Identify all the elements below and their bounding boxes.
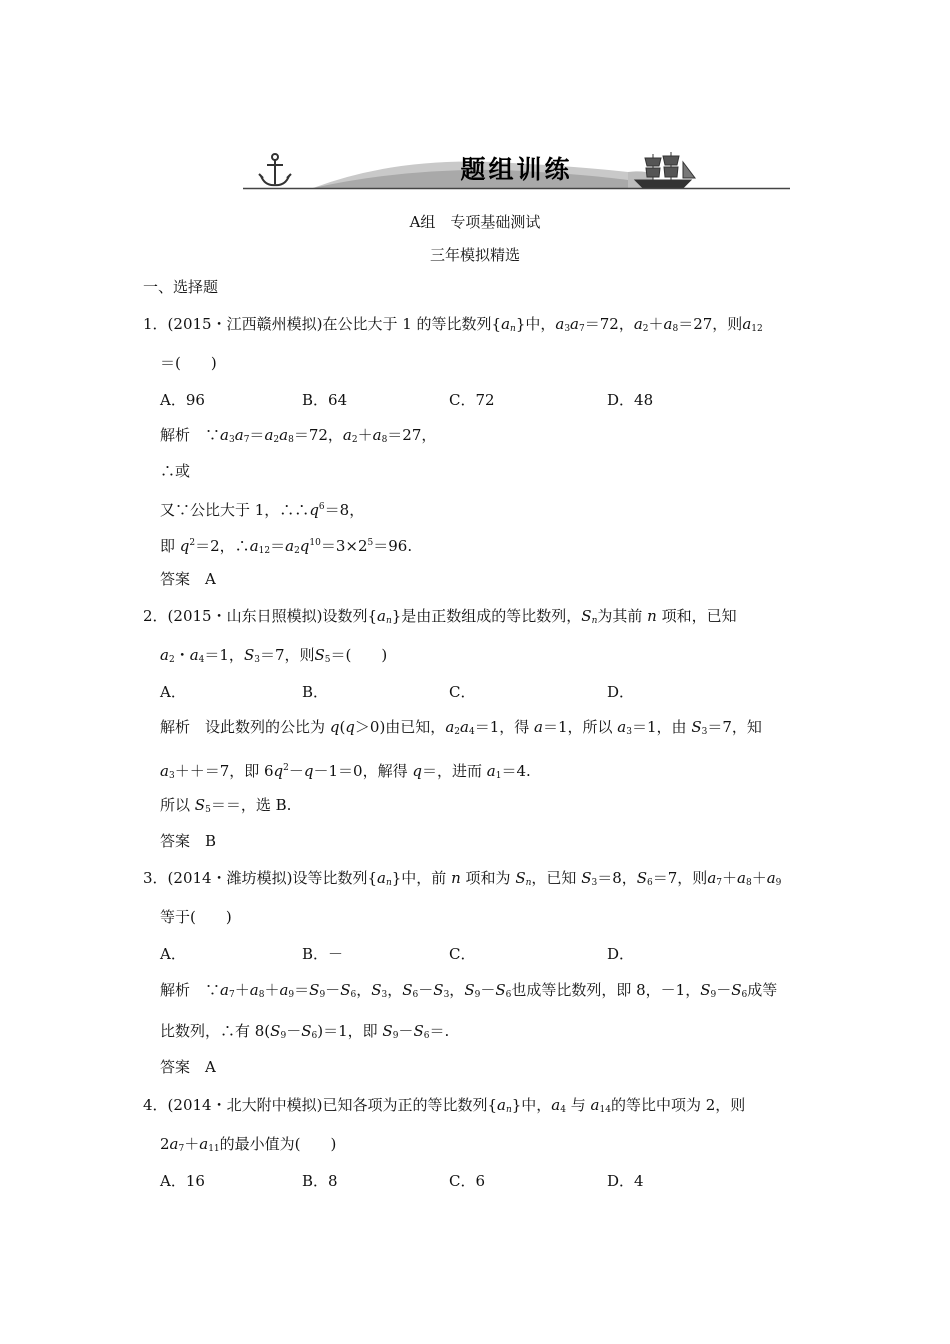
- q4-option-a: A．16: [160, 1172, 205, 1190]
- question-2-stem-cont: $a_2$・$a_4=1$，$S_3=7$，则$S_5=$( ): [160, 646, 388, 665]
- group-title: A组 专项基础测试: [409, 213, 541, 231]
- question-1-stem-cont: ＝( ): [160, 354, 217, 372]
- q2-answer: 答案 B: [160, 832, 217, 850]
- q2-option-c: C．: [449, 683, 476, 701]
- q2-solution-line-2: $a_3++=7$，即 $6q^2-q-1=0$，解得 q＝，进而 $a_1=4$.: [160, 762, 531, 781]
- q2-option-a: A．: [160, 683, 186, 701]
- q1-solution-line-1: 解析 $\because a_3a_7=a_2a_8=72$，$a_2+a_8=27$，: [160, 426, 437, 445]
- q3-option-b: B．－: [302, 945, 344, 963]
- q4-option-b: B．8: [302, 1172, 338, 1190]
- banner-title: 题组训练: [460, 155, 573, 184]
- q2-option-d: D．: [607, 683, 635, 701]
- q2-solution-line-3: 所以 $S_5==$，选 B.: [160, 796, 292, 815]
- question-3-stem-cont: 等于( ): [160, 908, 232, 926]
- q1-option-d: D．48: [607, 391, 654, 409]
- q3-option-c: C．: [449, 945, 476, 963]
- q3-option-a: A．: [160, 945, 186, 963]
- q3-option-d: D．: [607, 945, 635, 963]
- q1-option-b: B．64: [302, 391, 348, 409]
- q1-solution-line-3: 又∵公比大于 1，$\therefore\therefore q^6=8$，: [160, 501, 365, 519]
- q3-solution-line-2: 比数列，∴有 $8(S_9-S_6)=1$，即 $S_9-S_6=$.: [160, 1022, 450, 1041]
- q1-solution-line-2: ∴或: [160, 462, 191, 480]
- q3-answer: 答案 A: [160, 1058, 216, 1076]
- q4-option-c: C．6: [449, 1172, 486, 1190]
- q3-solution-line-1: 解析 $\because a_7+a_8+a_9=S_9-S_6$，$S_3$，$S_6-S_3$，$S_9-S_6$也成等比数列，即 8，－1，$S_9-S_6$成等: [160, 981, 778, 1000]
- q1-option-c: C．72: [449, 391, 495, 409]
- q2-option-b: B．: [302, 683, 329, 701]
- question-4-stem: 4．(2014・北大附中模拟)已知各项为正的等比数列$\{a_n\}$中，$a_4$ 与 $a_{14}$的等比中项为 2，则: [143, 1096, 746, 1115]
- question-1-stem: 1．(2015・江西赣州模拟)在公比大于 1 的等比数列$\{a_n\}$中，$a_3a_7=72$，$a_2+a_8=27$，则$a_{12}$: [143, 315, 763, 334]
- question-4-stem-cont: $2a_7+a_{11}$的最小值为( ): [160, 1135, 337, 1154]
- q1-solution-line-4: 即 $q^2=2$，$\therefore a_{12}=a_2q^{10}=3\times 2^5=96$.: [160, 537, 413, 556]
- subgroup-title: 三年模拟精选: [429, 246, 520, 264]
- question-3-stem: 3．(2014・潍坊模拟)设等比数列$\{a_n\}$中，前 n 项和为 $S_n$，已知 $S_3=8$，$S_6=7$，则$a_7+a_8+a_9$: [143, 869, 782, 888]
- section-title: 一、选择题: [143, 278, 219, 296]
- q2-solution-line-1: 解析 设此数列的公比为 q(q＞0)由已知，$a_2a_4=1$，得 a＝1，所以 $a_3=1$，由 $S_3=7$，知: [160, 718, 762, 737]
- q1-answer: 答案 A: [160, 570, 216, 588]
- question-2-stem: 2．(2015・山东日照模拟)设数列$\{a_n\}$是由正数组成的等比数列，$S_n$为其前 n 项和，已知: [143, 607, 737, 626]
- section-banner: [243, 148, 790, 192]
- q4-option-d: D．4: [607, 1172, 644, 1190]
- q1-option-a: A．96: [160, 391, 205, 409]
